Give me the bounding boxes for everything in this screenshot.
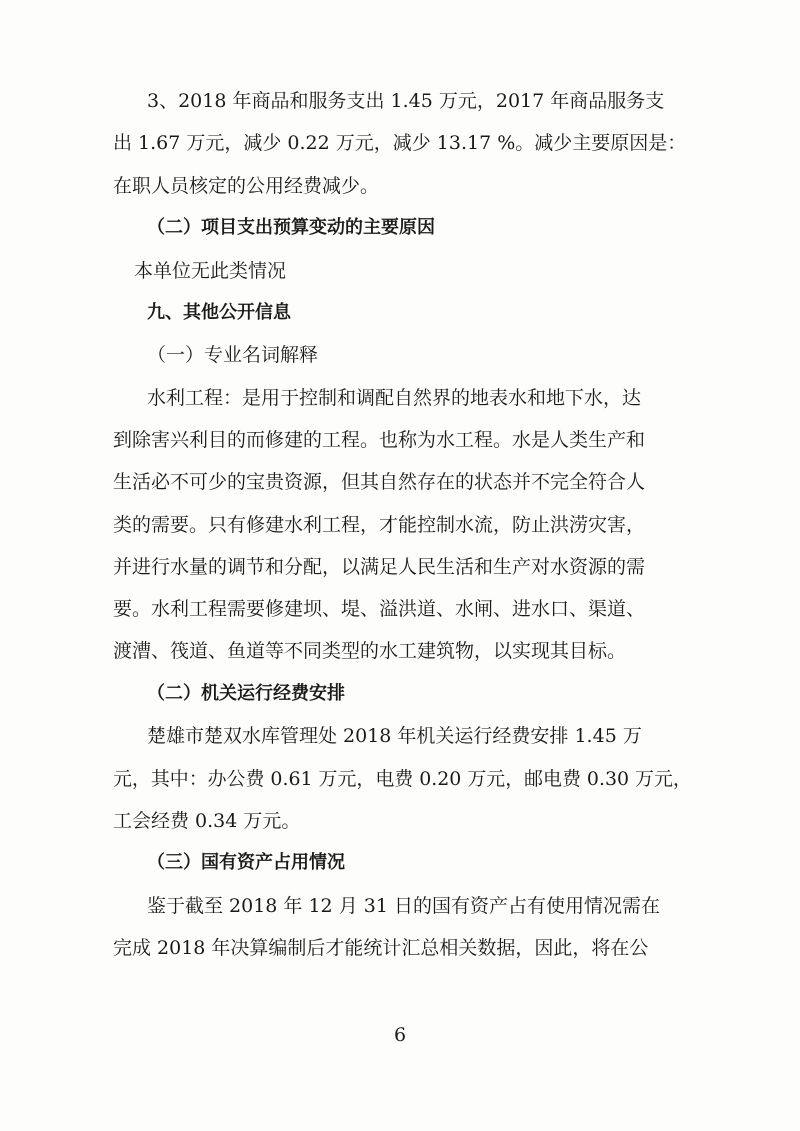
text-line-content: 楚雄市楚双水库管理处 2018 年机关运行经费安排 1.45 万 [147,725,642,747]
text-line-content: 生活必不可少的宝贵资源，但其自然存在的状态并不完全符合人 [113,471,646,493]
subsection-heading-text: （二）机关运行经费安排 [147,683,345,704]
text-line-content: 并进行水量的调节和分配，以满足人民生活和生产对水资源的需 [113,556,646,578]
text-line-content: 工会经费 0.34 万元。 [113,810,301,832]
section-heading-text: （二）项目支出预算变动的主要原因 [147,217,435,238]
text-line-content: 要。水利工程需要修建坝、堤、溢洪道、水闸、进水口、渠道、 [113,598,646,620]
text-line-content: 完成 2018 年决算编制后才能统计汇总相关数据，因此，将在公 [113,937,649,959]
text-line-content: 水利工程：是用于控制和调配自然界的地表水和地下水，达 [147,387,642,409]
text-line-content: 到除害兴利目的而修建的工程。也称为水工程。水是人类生产和 [113,429,646,451]
section-heading-text: 九、其他公开信息 [147,302,291,323]
text-line-content: 元，其中：办公费 0.61 万元，电费 0.20 万元，邮电费 0.30 万元， [113,768,692,790]
text-line-content: 出 1.67 万元，减少 0.22 万元，减少 13.17 %。减少主要原因是： [113,132,687,154]
text-line-content: 本单位无此类情况 [134,260,287,282]
text-line-content: 渡漕、筏道、鱼道等不同类型的水工建筑物，以实现其目标。 [113,640,627,662]
subsection-heading-text: （一）专业名词解释 [147,344,319,366]
page-number: 6 [393,1024,407,1046]
text-line-content: 鉴于截至 2018 年 12 月 31 日的国有资产占有使用情况需在 [147,895,660,917]
text-line-content: 3、2018 年商品和服务支出 1.45 万元，2017 年商品服务支 [147,90,665,112]
text-line-content: 类的需要。只有修建水利工程，才能控制水流，防止洪涝灾害， [113,514,646,536]
text-line-content: 在职人员核定的公用经费减少。 [113,175,380,197]
subsection-heading-text: （三）国有资产占用情况 [147,852,345,873]
